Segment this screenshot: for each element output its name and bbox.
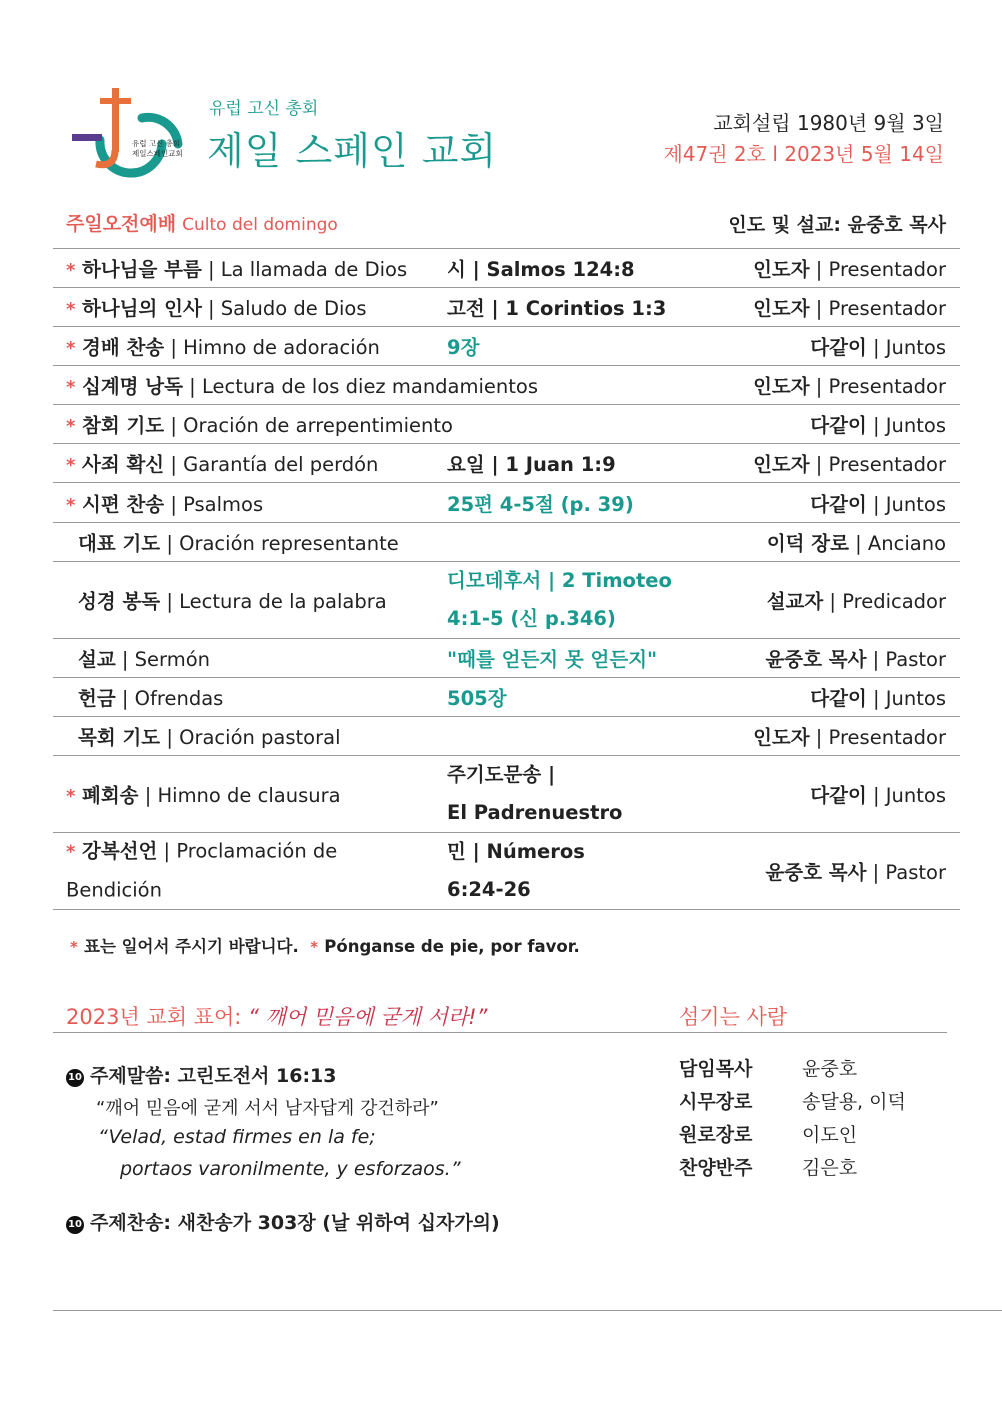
service-title-ko: 주일오전예배 [66, 213, 177, 235]
church-name: 제일 스페인 교회 [207, 129, 498, 173]
servant-row: 시무장로 송달용, 이덕 [679, 1091, 906, 1113]
church-logo [66, 82, 186, 182]
standing-star-icon: * [66, 377, 76, 398]
order-reference: 요일 | 1 Juan 1:9 [447, 453, 616, 476]
order-row: * 하나님을 부름 | La llamada de Dios 시 | Salmos 124:8 인도자 | Presentador [53, 249, 960, 288]
logo-text-1: 유럽 고신 총회 [132, 139, 181, 148]
preacher-line: 인도 및 설교: 윤중호 목사 [728, 214, 946, 236]
order-row: 헌금 | Ofrendas 505장 다같이 | Juntos [53, 678, 960, 717]
verse-spanish-1: “Velad, estad firmes en la fe; [98, 1126, 376, 1148]
standing-star-icon: * [66, 841, 76, 863]
standing-star-icon: * [70, 938, 78, 956]
standing-star-icon: * [66, 455, 76, 476]
theme-hymn: 10 주제찬송: 새찬송가 303장 (날 위하여 십자가의) [66, 1208, 500, 1235]
order-reference: 주기도문송 | El Padrenuestro [447, 763, 623, 824]
standing-star-icon: * [66, 416, 76, 437]
divider [53, 1310, 1002, 1311]
order-row: 대표 기도 | Oración representante 이덕 장로 | Anciano [53, 523, 960, 562]
order-row: * 참회 기도 | Oración de arrepentimiento 다같이 | Juntos [53, 405, 960, 444]
order-row: * 십계명 낭독 | Lectura de los diez mandamientos 인도자 | Presentador [53, 366, 960, 405]
theme-verse-label: 10 주제말씀: 고린도전서 16:13 [66, 1061, 337, 1088]
order-reference: 디모데후서 | 2 Timoteo 4:1-5 (신 p.346) [447, 569, 672, 630]
order-of-service [53, 248, 960, 910]
order-row: * 하나님의 인사 | Saludo de Dios 고전 | 1 Corintios 1:3 인도자 | Presentador [53, 288, 960, 327]
verse-spanish-2: portaos varonilmente, y esforzaos.” [120, 1158, 461, 1180]
verse-korean: “깨어 믿음에 굳게 서서 남자답게 강건하라” [96, 1098, 439, 1119]
order-reference: 25편 4-5절 (p. 39) [447, 492, 634, 516]
order-row: * 사죄 확신 | Garantía del perdón 요일 | 1 Juan 1:9 인도자 | Presentador [53, 444, 960, 483]
servant-row: 찬양반주 김은호 [679, 1157, 858, 1179]
standing-star-icon: * [66, 299, 76, 320]
standing-star-icon: * [66, 786, 76, 807]
order-row: 성경 봉독 | Lectura de la palabra 디모데후서 | 2 Timoteo 4:1-5 (신 p.346) 설교자 | Predicador [53, 562, 960, 639]
order-row: * 강복선언 | Proclamación de Bendición 민 | Números 6:24-26 윤중호 목사 | Pastor [53, 833, 960, 910]
order-row: * 경배 찬송 | Himno de adoración 9장 다같이 | Juntos [53, 327, 960, 366]
standing-star-icon: * [66, 494, 76, 516]
service-title [66, 209, 338, 236]
issue-info: 제47권 2호 l 2023년 5월 14일 [663, 142, 944, 166]
order-row: 목회 기도 | Oración pastoral 인도자 | Presentador [53, 717, 960, 756]
servants-list [679, 1054, 939, 1186]
servants-heading: 섬기는 사람 [679, 1005, 788, 1029]
service-title-es: Culto del domingo [182, 215, 338, 235]
order-row: 설교 | Sermón "때를 얻든지 못 얻든지" 윤중호 목사 | Pastor [53, 639, 960, 678]
motto-quote: “ 깨어 믿음에 굳게 서라!” [247, 1005, 488, 1029]
circled-number-icon: 10 [66, 1216, 84, 1234]
order-reference: 9장 [447, 336, 480, 359]
order-row: * 시편 찬송 | Psalmos 25편 4-5절 (p. 39) 다같이 | Juntos [53, 483, 960, 523]
circled-number-icon: 10 [66, 1069, 84, 1087]
standing-star-icon: * [310, 938, 319, 956]
divider [53, 1032, 947, 1033]
standing-star-icon: * [66, 338, 76, 359]
servant-row: 원로장로 이도인 [679, 1124, 858, 1146]
order-row: * 폐회송 | Himno de clausura 주기도문송 | El Padrenuestro 다같이 | Juntos [53, 756, 960, 833]
org-name: 유럽 고신 총회 [209, 99, 319, 119]
founded-date: 교회설립 1980년 9월 3일 [713, 111, 944, 135]
order-reference: 고전 | 1 Corintios 1:3 [447, 297, 667, 320]
servant-row: 담임목사 윤중호 [679, 1058, 858, 1080]
standing-star-icon: * [66, 260, 76, 281]
order-reference: 505장 [447, 687, 507, 710]
standing-note: * 표는 일어서 주시기 바랍니다. * Pónganse de pie, por favor. [70, 937, 580, 956]
motto-heading: 2023년 교회 표어: “ 깨어 믿음에 굳게 서라!” [66, 1005, 488, 1029]
order-reference: 민 | Números 6:24-26 [447, 840, 585, 901]
order-reference: 시 | Salmos 124:8 [447, 258, 635, 281]
logo-text-2: 제일스페인교회 [132, 149, 183, 158]
sermon-title: "때를 얻든지 못 얻든지" [447, 648, 658, 671]
